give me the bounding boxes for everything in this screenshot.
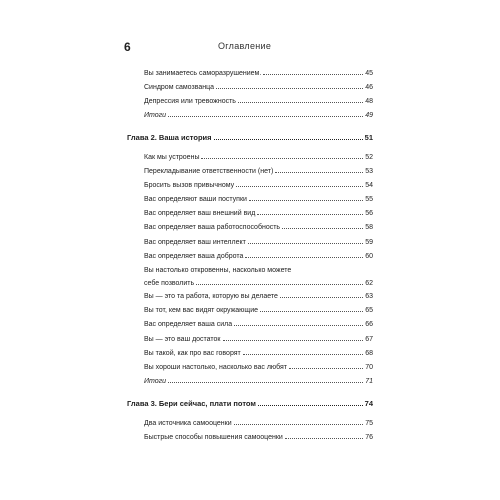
toc-entry-page: 76 <box>365 434 373 442</box>
leader-dots <box>280 297 363 298</box>
leader-dots <box>196 284 363 285</box>
toc-entry[interactable] <box>127 360 373 374</box>
toc-entry-title: Вас определяет ваша сила <box>144 321 233 329</box>
toc-entry-page: 58 <box>365 224 373 232</box>
toc-entry-page: 48 <box>365 97 373 105</box>
toc-entry[interactable] <box>127 80 373 94</box>
toc-entry-title: Итоги <box>144 377 166 385</box>
toc-entry[interactable] <box>127 165 373 179</box>
toc-entry-title: Вас определяет ваш интеллект <box>144 238 246 246</box>
toc-entry[interactable] <box>127 332 373 346</box>
toc-entry-page: 52 <box>365 153 373 161</box>
toc-entry[interactable] <box>127 207 373 221</box>
toc-entry-title: Вы такой, как про вас говорят <box>144 349 241 357</box>
toc-entry[interactable] <box>127 431 373 445</box>
toc-entry-title-line2: себе позволить <box>144 279 195 287</box>
toc-entry-multiline[interactable] <box>127 263 373 290</box>
toc-entry-page: 54 <box>365 182 373 190</box>
toc-entry-page: 55 <box>365 196 373 204</box>
toc-entry-page: 53 <box>365 168 373 176</box>
toc-entry-title: Вас определяют ваши поступки <box>144 196 247 204</box>
page-number: 6 <box>124 40 131 54</box>
toc-entry[interactable] <box>127 235 373 249</box>
toc-entry[interactable] <box>127 221 373 235</box>
toc-entry[interactable] <box>127 94 373 108</box>
chapter-heading[interactable] <box>127 130 373 144</box>
chapter-page: 51 <box>364 132 373 142</box>
toc-entry-page: 65 <box>365 307 373 315</box>
toc-entry-title: Вас определяет ваша доброта <box>144 252 244 260</box>
leader-dots <box>234 424 364 425</box>
toc-entry-title: Итоги <box>144 111 166 119</box>
toc-entry-title: Вы тот, кем вас видят окружающие <box>144 307 258 315</box>
toc-entry[interactable] <box>127 304 373 318</box>
toc-entry-title: Вы занимаетесь саморазрушением. <box>144 69 262 77</box>
toc-entry-page: 46 <box>365 83 373 91</box>
toc-entry[interactable] <box>127 66 373 80</box>
toc-entry-page: 45 <box>365 69 373 77</box>
chapter-title: Глава 3. Бери сейчас, плати потом <box>127 398 256 408</box>
leader-dots <box>282 228 363 229</box>
toc-entry-title: Бросить вызов привычному <box>144 182 235 190</box>
leader-dots <box>238 102 363 103</box>
leader-dots <box>248 243 363 244</box>
running-title: Оглавление <box>218 41 272 51</box>
toc-entry-title: Как мы устроены <box>144 153 200 161</box>
toc-entry-page: 49 <box>365 111 373 119</box>
leader-dots <box>168 116 363 117</box>
toc-entry[interactable] <box>127 150 373 164</box>
toc-entry-page: 70 <box>365 363 373 371</box>
leader-dots <box>234 325 363 326</box>
toc-entry[interactable] <box>127 346 373 360</box>
toc-entry-page: 66 <box>365 321 373 329</box>
leader-dots <box>249 200 363 201</box>
toc-entry-page: 59 <box>365 238 373 246</box>
toc-entry-summary[interactable] <box>127 108 373 122</box>
toc-entry-title: Перекладывание ответственности (нет) <box>144 168 274 176</box>
leader-dots <box>214 139 363 140</box>
toc-entry[interactable] <box>127 193 373 207</box>
toc-entry[interactable] <box>127 290 373 304</box>
leader-dots <box>168 382 363 383</box>
leader-dots <box>258 405 363 406</box>
leader-dots <box>275 172 363 173</box>
toc-entry-page: 62 <box>365 279 373 287</box>
toc-entry[interactable] <box>127 249 373 263</box>
leader-dots <box>289 368 363 369</box>
toc-entry[interactable] <box>127 416 373 430</box>
toc-entry-title: Вы — это ваш достаток <box>144 335 221 343</box>
toc-entry-page: 71 <box>365 377 373 385</box>
toc-entry-title: Вы — это та работа, которую вы делаете <box>144 293 278 301</box>
leader-dots <box>257 214 363 215</box>
leader-dots <box>201 158 363 159</box>
toc-entry-title: Вы хороши настолько, насколько вас любят <box>144 363 288 371</box>
leader-dots <box>243 354 363 355</box>
toc-entry-page: 56 <box>365 210 373 218</box>
chapter-page: 74 <box>364 398 373 408</box>
toc-entry-title: Синдром самозванца <box>144 83 214 91</box>
chapter-heading[interactable] <box>127 396 373 410</box>
toc-entry-page: 75 <box>365 419 373 427</box>
chapter-title: Глава 2. Ваша история <box>127 132 212 142</box>
toc-entry-page: 68 <box>365 349 373 357</box>
leader-dots <box>223 340 364 341</box>
toc-entry[interactable] <box>127 179 373 193</box>
leader-dots <box>263 74 363 75</box>
toc-entry-page: 67 <box>365 335 373 343</box>
toc-entry-title: Быстрые способы повышения самооценки <box>144 434 283 442</box>
toc-entry-summary[interactable] <box>127 374 373 388</box>
toc-entry[interactable] <box>127 318 373 332</box>
leader-dots <box>236 186 363 187</box>
leader-dots <box>260 311 363 312</box>
toc-entry-title: Депрессия или тревожность <box>144 97 236 105</box>
leader-dots <box>245 257 363 258</box>
toc-entry-title-line1: Вы настолько откровенны, насколько можете <box>144 267 292 275</box>
toc-entry-page: 60 <box>365 252 373 260</box>
toc-entry-title: Вас определяет ваш внешний вид <box>144 210 256 218</box>
toc-entry-page: 63 <box>365 293 373 301</box>
table-of-contents <box>127 66 373 445</box>
toc-entry-title: Вас определяет ваша работоспособность <box>144 224 281 232</box>
toc-entry-title: Два источника самооценки <box>144 419 232 427</box>
leader-dots <box>216 88 363 89</box>
leader-dots <box>285 438 363 439</box>
